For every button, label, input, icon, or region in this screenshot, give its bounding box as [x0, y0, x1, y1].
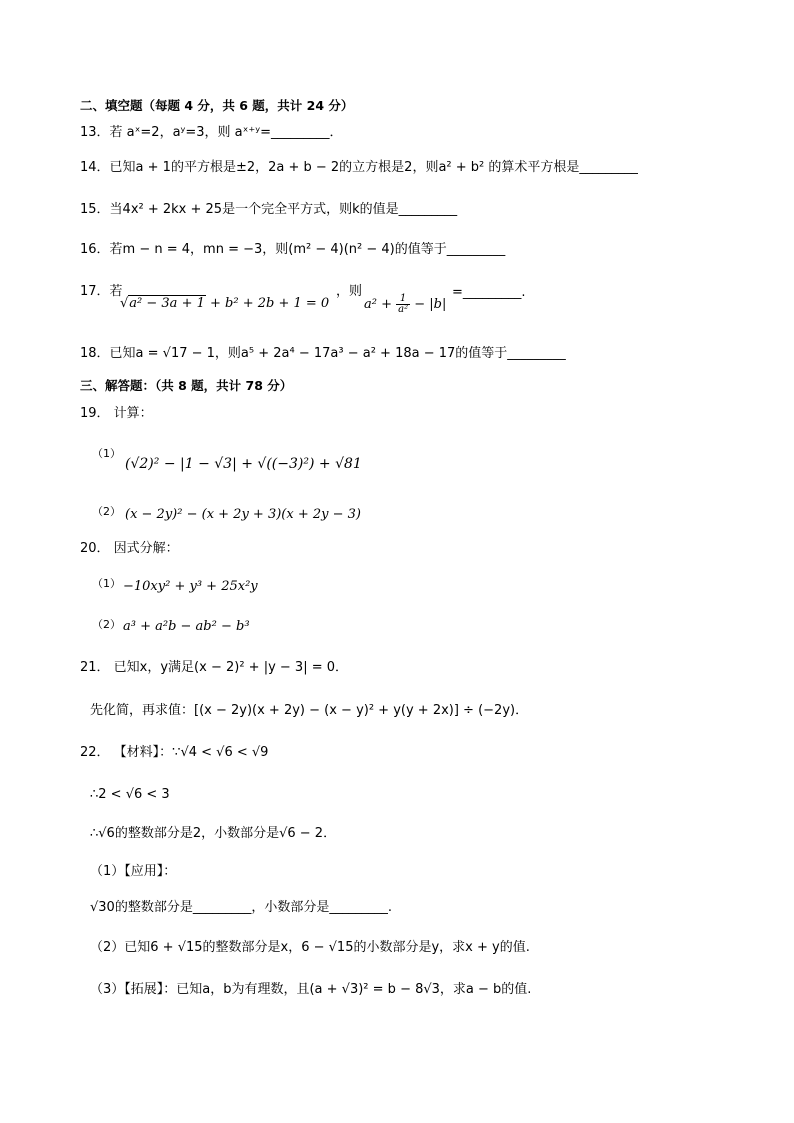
question-22-sub-2: （2）已知6 + √15的整数部分是x，6 − √15的小数部分是y，求x + y的值.: [90, 940, 530, 955]
fraction: $\frac{1}{\text{a²}}$: [398, 293, 409, 315]
question-number: 16．: [80, 242, 110, 257]
question-text: 若m − n = 4，mn = −3，则(m² − 4)(n² − 4)的值等于_________: [109, 242, 506, 257]
part-label: （1）: [92, 447, 121, 460]
question-22-line-2: ∴2 < √6 < 3: [90, 787, 170, 802]
section-2-header: 二、填空题（每题 4 分，共 6 题，共计 24 分）: [80, 98, 354, 113]
question-number: 14．: [80, 160, 110, 175]
question-16: [80, 242, 505, 258]
question-14: [80, 160, 638, 176]
question-17: [80, 284, 123, 300]
question-17-expression: a² + $\frac{1}{\text{a²}}$ − |b|: [364, 293, 447, 315]
part-label: （1）: [92, 577, 121, 590]
question-19-title: 19． 计算：: [80, 406, 153, 421]
part-label: （2）: [92, 618, 121, 631]
question-text: 已知a = √17 − 1，则a⁵ + 2a⁴ − 17a³ − a² + 18a − 17的值等于_________: [109, 346, 566, 361]
question-20-title: 20． 因式分解：: [80, 541, 179, 556]
question-21-title: 21． 已知x，y满足(x − 2)² + |y − 3| = 0．: [80, 660, 349, 675]
question-20-part-2-expr: a³ + a²b − ab² − b³: [123, 619, 250, 634]
section-3-header: 三、解答题：（共 8 题，共计 78 分）: [80, 378, 293, 393]
question-number: 17．: [80, 284, 110, 299]
question-17-middle: ，则: [336, 284, 363, 299]
question-20-part-1: [92, 576, 121, 592]
question-15: [80, 202, 457, 218]
question-prefix: 若: [109, 284, 123, 299]
question-number: 18．: [80, 346, 110, 361]
question-18: [80, 346, 566, 362]
question-22-line-3: ∴√6的整数部分是2，小数部分是√6 − 2．: [90, 826, 337, 841]
question-22-sub-3: （3）【拓展】：已知a，b为有理数，且(a + √3)² = b − 8√3，求a − b的值.: [90, 982, 532, 997]
question-text: 已知a + 1的平方根是±2，2a + b − 2的立方根是2，则a² + b² 的算术平方根是_________: [109, 160, 638, 175]
question-number: 15．: [80, 202, 110, 217]
radicand: a² − 3a + 1: [129, 296, 205, 311]
question-20-part-2: [92, 617, 121, 633]
question-19-part-1-expr: (√2)² − |1 − √3| + √((−3)²) + √81: [125, 456, 362, 472]
question-22-title: 22． 【材料】：∵√4 < √6 < √9: [80, 745, 269, 760]
question-19-part-2-expr: (x − 2y)² − (x + 2y + 3)(x + 2y − 3): [125, 507, 361, 522]
question-text: 当4x² + 2kx + 25是一个完全平方式，则k的值是_________: [109, 202, 458, 217]
question-21-body: 先化简，再求值：[(x − 2y)(x + 2y) − (x − y)² + y(y + 2x)] ÷ (−2y)．: [90, 703, 529, 718]
question-22-sub-1-body: √30的整数部分是_________，小数部分是_________.: [90, 900, 392, 915]
question-19-part-2: [92, 504, 121, 520]
part-label: （2）: [92, 505, 121, 518]
equation-rest: + b² + 2b + 1 = 0: [205, 296, 330, 311]
question-17-blank: =_________.: [452, 285, 526, 300]
question-13: 13．若 aˣ=2，aʸ=3，则 aˣ⁺ʸ=_________．: [80, 125, 343, 140]
question-17-equation: √a² − 3a + 1 + b² + 2b + 1 = 0: [120, 296, 330, 311]
question-19-part-1: [92, 446, 121, 462]
question-20-part-1-expr: −10xy² + y³ + 25x²y: [123, 579, 258, 594]
question-22-sub-1: （1）【应用】：: [90, 864, 177, 879]
